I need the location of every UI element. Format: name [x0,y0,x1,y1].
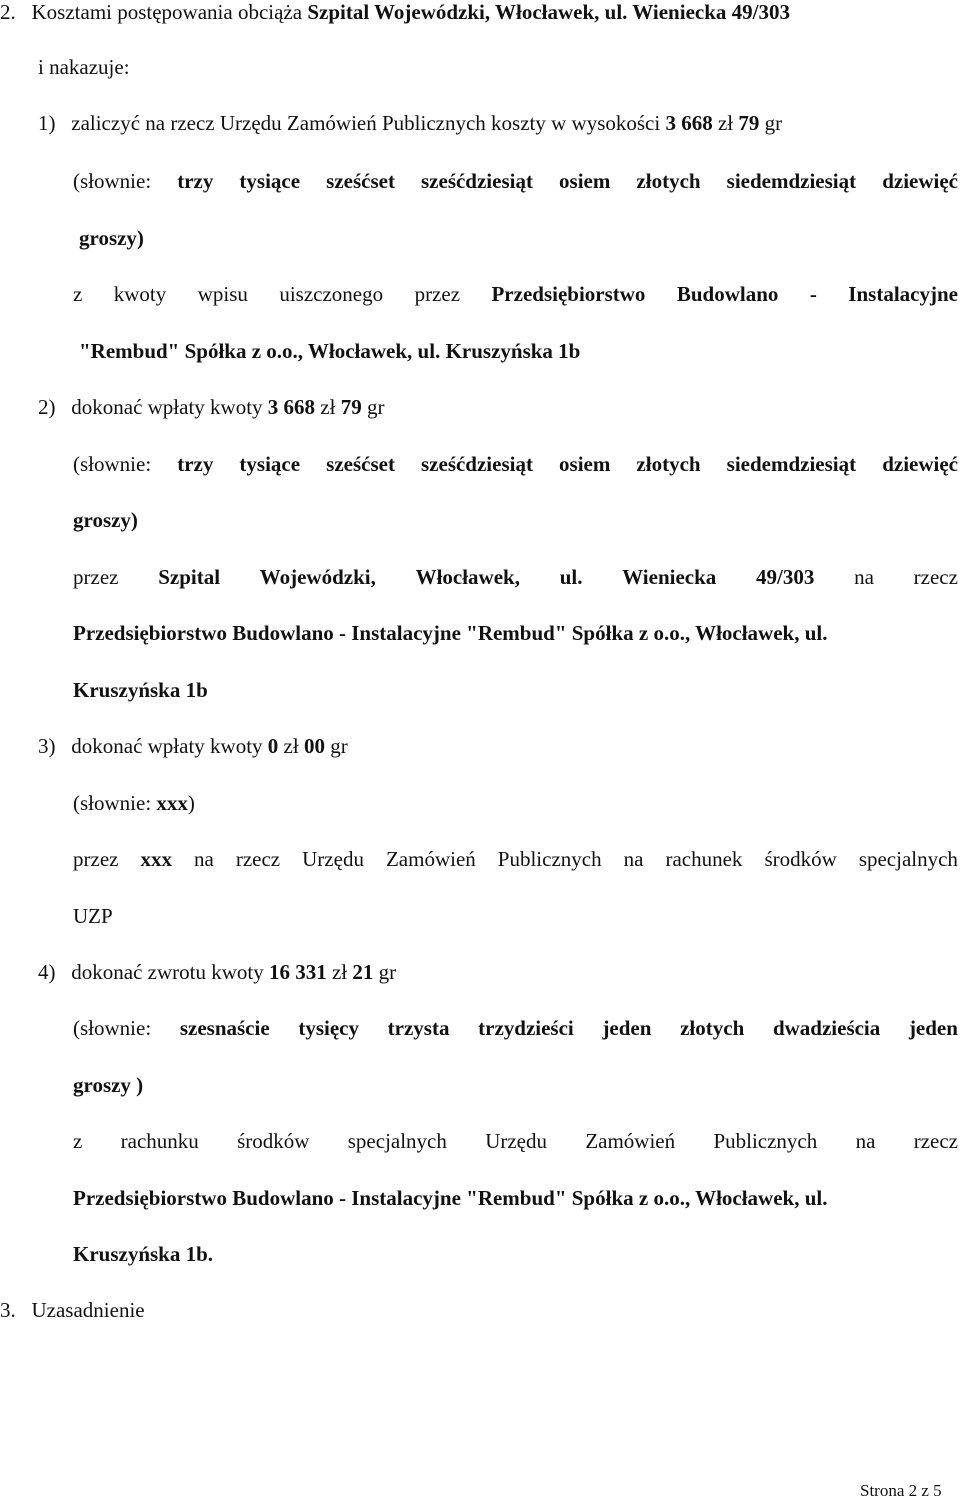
word: rzecz [913,565,958,589]
unit-gr: gr [330,734,348,758]
amount-gr: 21 [352,960,374,984]
word: xxx [140,847,172,871]
word: groszy) [79,226,144,250]
word: dwadzieścia [772,1016,881,1040]
item1-line [38,111,782,135]
item-number: 1) [38,111,56,135]
word: na [854,565,874,589]
word: ul. [559,565,583,589]
word: dziewięć [882,169,958,193]
word: - [809,282,817,306]
word: Szpital [158,565,221,589]
word: Instalacyjne [848,282,958,306]
word: Wojewódzki, [259,565,376,589]
amount-zl: 0 [267,734,279,758]
section-number: 2. [0,0,16,24]
word: groszy) [73,508,138,532]
item4-slownie-end [73,1073,143,1097]
item1-from [73,282,958,306]
item-number: 2) [38,395,56,419]
item2-recipient [73,621,827,645]
word: Urzędu [302,847,364,871]
word: z [73,1129,83,1153]
item4-line [38,960,396,984]
slownie-value: xxx [156,791,188,815]
word: rachunku [120,1129,199,1153]
word: jeden [602,1016,652,1040]
intro-line: i nakazuje: [38,55,130,79]
item-text: dokonać zwrotu kwoty [71,960,264,984]
word: złotych [636,169,701,193]
item2-slownie [73,452,958,476]
word: sześćset [326,169,395,193]
paren: ) [187,791,195,815]
word: sześćdziesiąt [421,169,533,193]
word: tysiące [239,169,301,193]
word: złotych [636,452,701,476]
word: dziewięć [882,452,958,476]
item1-from-cont [79,339,580,363]
item1-slownie [73,169,958,193]
bold-text: Kruszyńska 1b [73,678,208,702]
word: Zamówień [585,1129,676,1153]
word: Budowlano [676,282,779,306]
word: groszy ) [73,1073,144,1097]
word: Publicznych [713,1129,818,1153]
amount-zl: 3 668 [267,395,316,419]
page-number: Strona 2 z 5 [860,1481,942,1500]
unit-zl: zł [331,960,348,984]
amount-gr: 79 [340,395,362,419]
item2-przez [73,565,958,589]
item2-line [38,395,384,419]
item-number: 4) [38,960,56,984]
unit-zl: zł [283,734,299,758]
word: kwoty [113,282,167,306]
word: środków [237,1129,310,1153]
word: na [194,847,214,871]
unit-gr: gr [378,960,397,984]
word: trzysta [387,1016,450,1040]
word: Przedsiębiorstwo [491,282,646,306]
word: złotych [680,1016,745,1040]
word: szesnaście [179,1016,270,1040]
word: Zamówień [385,847,476,871]
item-text: dokonać wpłaty kwoty [71,734,263,758]
word: sześćset [326,452,395,476]
item-text: dokonać wpłaty kwoty [71,395,263,419]
item-number: 3) [38,734,56,758]
word: specjalnych [347,1129,447,1153]
word: Włocławek, [415,565,520,589]
word: sześćdziesiąt [421,452,533,476]
word: Wieniecka [622,565,717,589]
word: trzydzieści [478,1016,574,1040]
unit-zl: zł [320,395,336,419]
bold-text: Przedsiębiorstwo Budowlano - Instalacyjne "Rembud" Spółka z o.o., Włocławek, ul. [73,1186,828,1210]
word: rzecz [913,1129,958,1153]
section-3-heading [0,1298,145,1322]
word: siedemdziesiąt [726,169,857,193]
word: rzecz [235,847,281,871]
amount-zl: 3 668 [665,111,713,135]
item4-slownie [73,1016,958,1040]
unit-zl: zł [717,111,734,135]
slownie-label: (słownie: [73,452,152,476]
unit-gr: gr [366,395,385,419]
word: siedemdziesiąt [726,452,857,476]
word: z [73,282,83,306]
word: przez [73,847,119,871]
bold-text: Przedsiębiorstwo Budowlano - Instalacyjne "Rembud" Spółka z o.o., Włocławek, ul. [73,621,828,645]
slownie-label: (słownie: [73,791,152,815]
word: przez [73,565,119,589]
amount-gr: 79 [738,111,760,135]
word: Urzędu [485,1129,547,1153]
item4-from [73,1129,958,1153]
text: Kosztami postępowania obciąża [31,0,303,24]
word: na [855,1129,876,1153]
item2-recipient-end [73,678,208,702]
word: trzy [177,452,214,476]
word: wpisu [197,282,248,306]
word: tysięcy [298,1016,359,1040]
word: osiem [559,452,611,476]
item3-slownie [73,791,195,815]
item1-slownie-end [79,226,144,250]
section-number: 3. [0,1298,16,1322]
item3-przez-end: UZP [73,904,113,928]
item2-slownie-end [73,508,138,532]
word: osiem [559,169,611,193]
word: na [623,847,644,871]
item4-recipient [73,1186,827,1210]
item3-przez [73,847,958,871]
word: Publicznych [497,847,602,871]
word: rachunek [665,847,743,871]
word: uiszczonego [279,282,384,306]
section-title: Uzasadnienie [31,1298,145,1322]
slownie-label: (słownie: [73,1016,152,1040]
word: tysiące [239,452,301,476]
bold-text: Kruszyńska 1b. [73,1242,214,1266]
section-2-line [0,0,790,24]
item-text: zaliczyć na rzecz Urzędu Zamówień Publicznych koszty w wysokości [71,111,661,135]
word: przez [414,282,461,306]
amount-gr: 00 [303,734,325,758]
unit-gr: gr [764,111,783,135]
word: specjalnych [858,847,958,871]
amount-zl: 16 331 [268,960,327,984]
word: środków [764,847,837,871]
word: 49/303 [756,565,815,589]
word: jeden [908,1016,958,1040]
word: trzy [177,169,214,193]
bold-text: "Rembud" Spółka z o.o., Włocławek, ul. Kruszyńska 1b [79,339,581,363]
slownie-label: (słownie: [73,169,152,193]
item4-recipient-end [73,1242,213,1266]
item3-line [38,734,348,758]
bold-text: Szpital Wojewódzki, Włocławek, ul. Wieniecka 49/303 [307,0,790,24]
